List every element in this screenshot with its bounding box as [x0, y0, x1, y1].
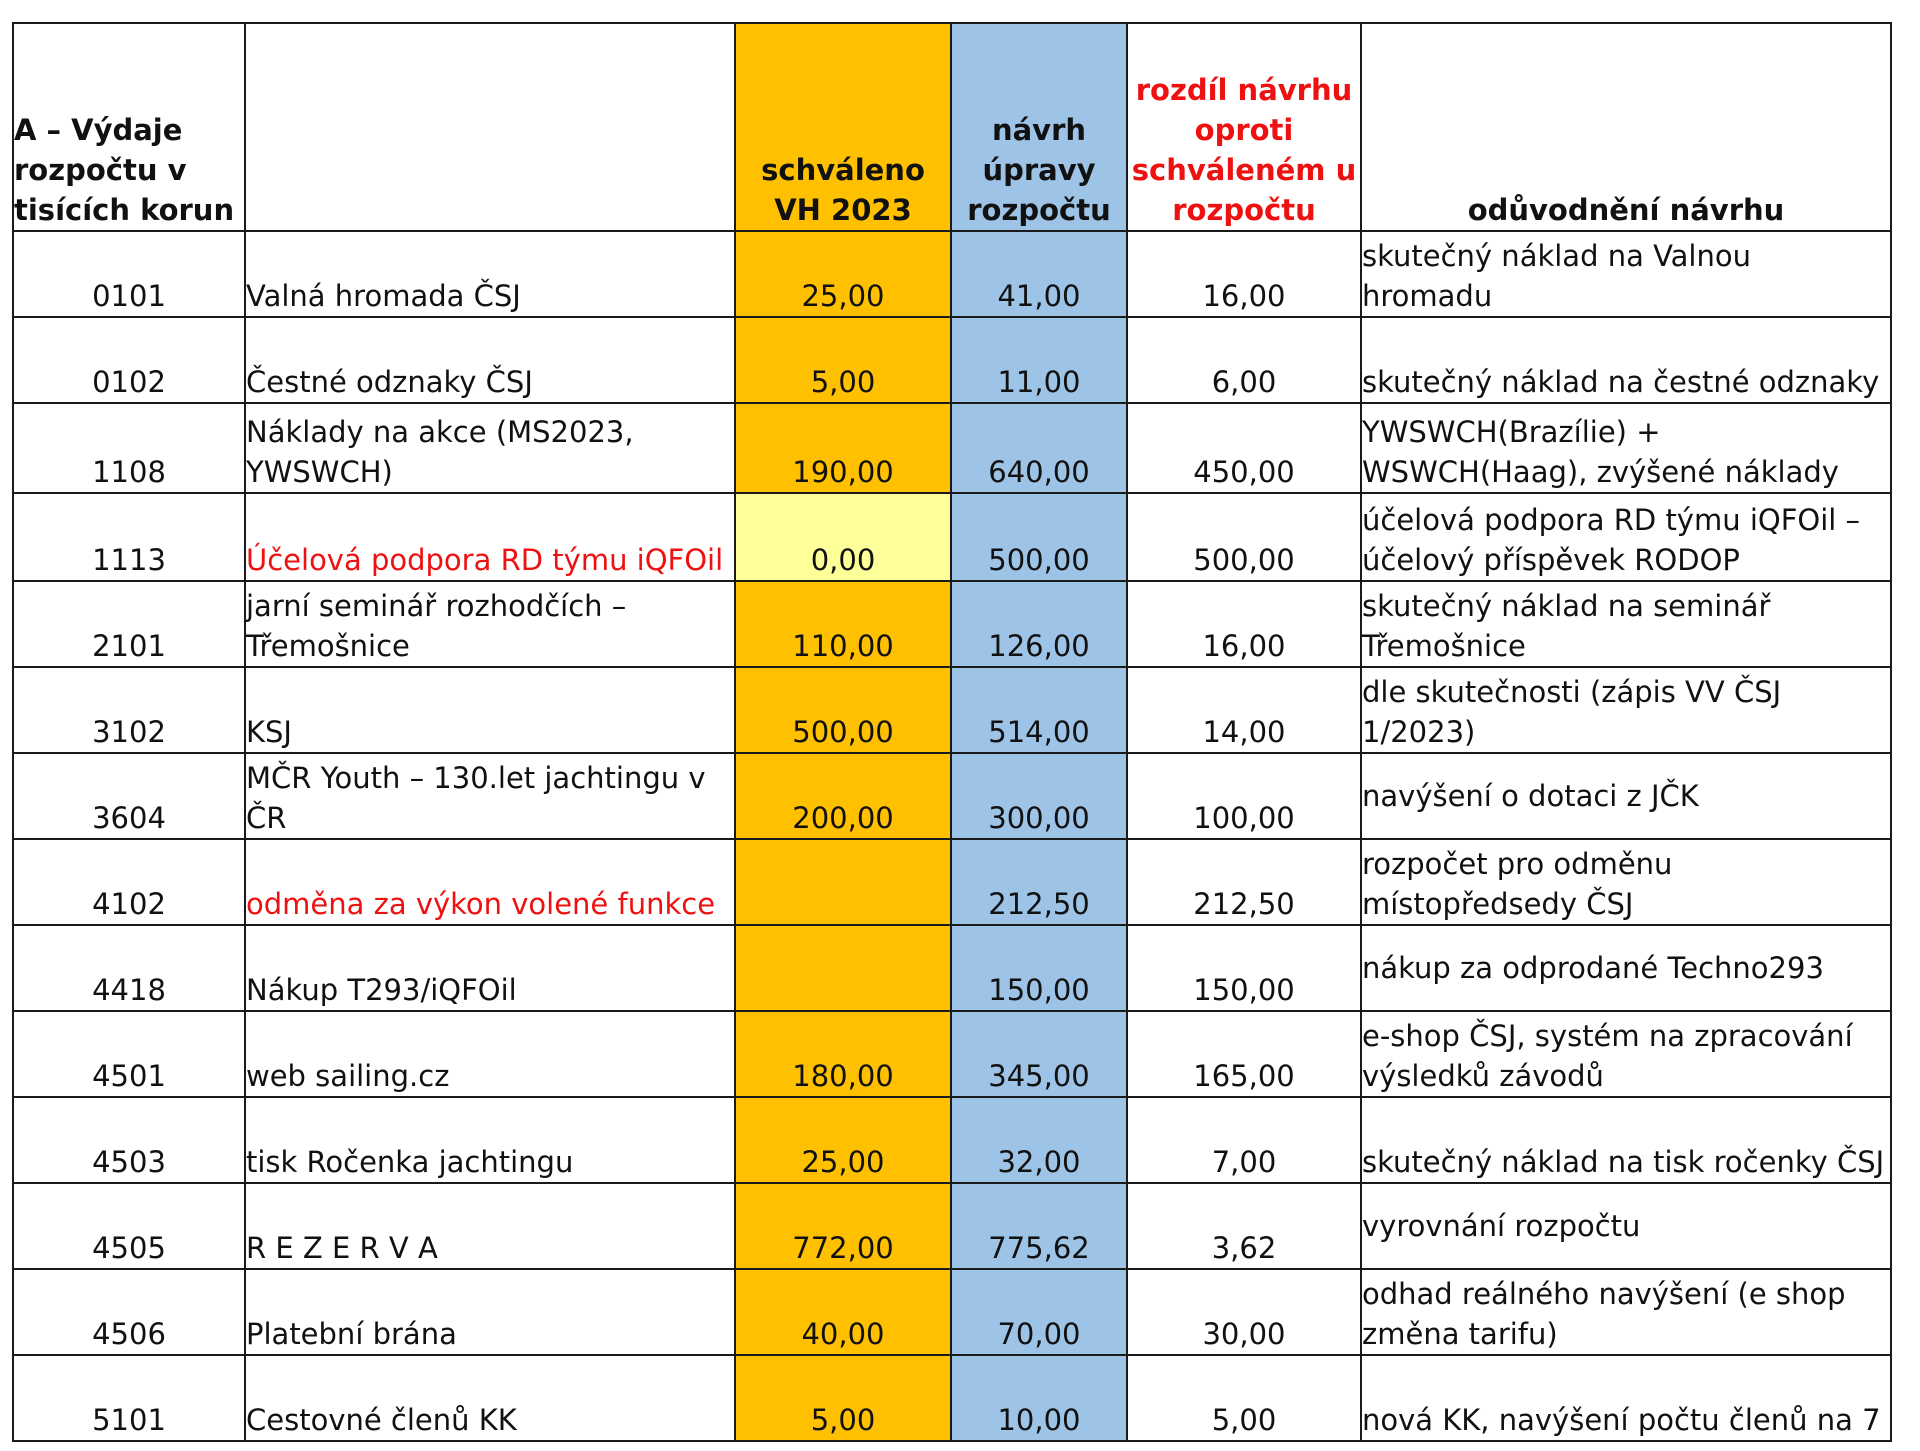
row-name: Platební brána	[245, 1269, 735, 1355]
row-code: 4501	[13, 1011, 245, 1097]
table-row	[13, 317, 1891, 403]
row-approved: 5,00	[735, 317, 951, 403]
row-justification: skutečný náklad na seminář Třemošnice	[1361, 581, 1891, 667]
table-row	[13, 493, 1891, 581]
row-name: Cestovné členů KK	[245, 1355, 735, 1441]
row-justification: účelová podpora RD týmu iQFOil – účelový příspěvek RODOP	[1361, 493, 1891, 581]
table-row	[13, 581, 1891, 667]
row-difference: 30,00	[1127, 1269, 1361, 1355]
header-row	[13, 23, 1891, 231]
row-justification: skutečný náklad na čestné odznaky	[1361, 317, 1891, 403]
row-code: 1113	[13, 493, 245, 581]
row-approved: 500,00	[735, 667, 951, 753]
row-difference: 450,00	[1127, 403, 1361, 493]
table-row	[13, 1355, 1891, 1441]
header-cell-name	[245, 23, 735, 231]
row-difference: 150,00	[1127, 925, 1361, 1011]
row-name: Valná hromada ČSJ	[245, 231, 735, 317]
table-row	[13, 839, 1891, 925]
row-proposal: 126,00	[951, 581, 1127, 667]
row-approved: 25,00	[735, 231, 951, 317]
row-code: 4506	[13, 1269, 245, 1355]
row-proposal: 32,00	[951, 1097, 1127, 1183]
table-row	[13, 753, 1891, 839]
row-code: 4503	[13, 1097, 245, 1183]
row-approved: 200,00	[735, 753, 951, 839]
row-difference: 500,00	[1127, 493, 1361, 581]
row-difference: 7,00	[1127, 1097, 1361, 1183]
table-row	[13, 1097, 1891, 1183]
row-name: odměna za výkon volené funkce	[245, 839, 735, 925]
row-proposal: 11,00	[951, 317, 1127, 403]
table-row	[13, 1269, 1891, 1355]
row-proposal: 500,00	[951, 493, 1127, 581]
table-row	[13, 231, 1891, 317]
row-approved	[735, 839, 951, 925]
row-difference: 5,00	[1127, 1355, 1361, 1441]
row-difference: 16,00	[1127, 581, 1361, 667]
row-proposal: 345,00	[951, 1011, 1127, 1097]
row-justification: vyrovnání rozpočtu	[1361, 1183, 1891, 1269]
table-row	[13, 1011, 1891, 1097]
row-code: 0102	[13, 317, 245, 403]
row-code: 4505	[13, 1183, 245, 1269]
header-cell-difference: rozdíl návrhu oproti schváleném u rozpočtu	[1127, 23, 1361, 231]
table-row	[13, 1183, 1891, 1269]
row-approved: 0,00	[735, 493, 951, 581]
row-name: Účelová podpora RD týmu iQFOil	[245, 493, 735, 581]
row-code: 0101	[13, 231, 245, 317]
row-proposal: 640,00	[951, 403, 1127, 493]
row-difference: 16,00	[1127, 231, 1361, 317]
row-justification: nová KK, navýšení počtu členů na 7	[1361, 1355, 1891, 1441]
row-approved: 110,00	[735, 581, 951, 667]
row-proposal: 70,00	[951, 1269, 1127, 1355]
header-cell-justification: odůvodnění návrhu	[1361, 23, 1891, 231]
row-approved: 40,00	[735, 1269, 951, 1355]
row-proposal: 150,00	[951, 925, 1127, 1011]
header-cell-proposal: návrh úpravy rozpočtu	[951, 23, 1127, 231]
row-proposal: 10,00	[951, 1355, 1127, 1441]
row-proposal: 41,00	[951, 231, 1127, 317]
row-difference: 165,00	[1127, 1011, 1361, 1097]
row-approved: 772,00	[735, 1183, 951, 1269]
table-row	[13, 925, 1891, 1011]
row-approved	[735, 925, 951, 1011]
row-code: 3102	[13, 667, 245, 753]
row-justification: rozpočet pro odměnu místopředsedy ČSJ	[1361, 839, 1891, 925]
row-name: MČR Youth – 130.let jachtingu v ČR	[245, 753, 735, 839]
table-row	[13, 667, 1891, 753]
row-justification: YWSWCH(Brazílie) + WSWCH(Haag), zvýšené náklady	[1361, 403, 1891, 493]
row-code: 4102	[13, 839, 245, 925]
row-code: 1108	[13, 403, 245, 493]
row-code: 4418	[13, 925, 245, 1011]
row-approved: 5,00	[735, 1355, 951, 1441]
row-approved: 180,00	[735, 1011, 951, 1097]
row-justification: nákup za odprodané Techno293	[1361, 925, 1891, 1011]
row-name: Čestné odznaky ČSJ	[245, 317, 735, 403]
row-code: 5101	[13, 1355, 245, 1441]
row-name: jarní seminář rozhodčích – Třemošnice	[245, 581, 735, 667]
row-code: 2101	[13, 581, 245, 667]
row-name: Nákup T293/iQFOil	[245, 925, 735, 1011]
table-row	[13, 403, 1891, 493]
header-cell-approved: schváleno VH 2023	[735, 23, 951, 231]
row-difference: 6,00	[1127, 317, 1361, 403]
row-justification: odhad reálného navýšení (e shop změna tarifu)	[1361, 1269, 1891, 1355]
row-approved: 190,00	[735, 403, 951, 493]
row-name: tisk Ročenka jachtingu	[245, 1097, 735, 1183]
row-proposal: 212,50	[951, 839, 1127, 925]
header-cell-category: A – Výdaje rozpočtu v tisících korun	[13, 23, 245, 231]
row-proposal: 775,62	[951, 1183, 1127, 1269]
row-difference: 212,50	[1127, 839, 1361, 925]
row-code: 3604	[13, 753, 245, 839]
row-justification: dle skutečnosti (zápis VV ČSJ 1/2023)	[1361, 667, 1891, 753]
row-proposal: 514,00	[951, 667, 1127, 753]
row-justification: skutečný náklad na tisk ročenky ČSJ	[1361, 1097, 1891, 1183]
row-proposal: 300,00	[951, 753, 1127, 839]
row-justification: navýšení o dotaci z JČK	[1361, 753, 1891, 839]
row-justification: e-shop ČSJ, systém na zpracování výsledků závodů	[1361, 1011, 1891, 1097]
row-difference: 3,62	[1127, 1183, 1361, 1269]
row-difference: 14,00	[1127, 667, 1361, 753]
row-approved: 25,00	[735, 1097, 951, 1183]
row-name: KSJ	[245, 667, 735, 753]
row-difference: 100,00	[1127, 753, 1361, 839]
budget-table	[12, 22, 1892, 1442]
row-name: R E Z E R V A	[245, 1183, 735, 1269]
row-name: web sailing.cz	[245, 1011, 735, 1097]
row-justification: skutečný náklad na Valnou hromadu	[1361, 231, 1891, 317]
row-name: Náklady na akce (MS2023, YWSWCH)	[245, 403, 735, 493]
